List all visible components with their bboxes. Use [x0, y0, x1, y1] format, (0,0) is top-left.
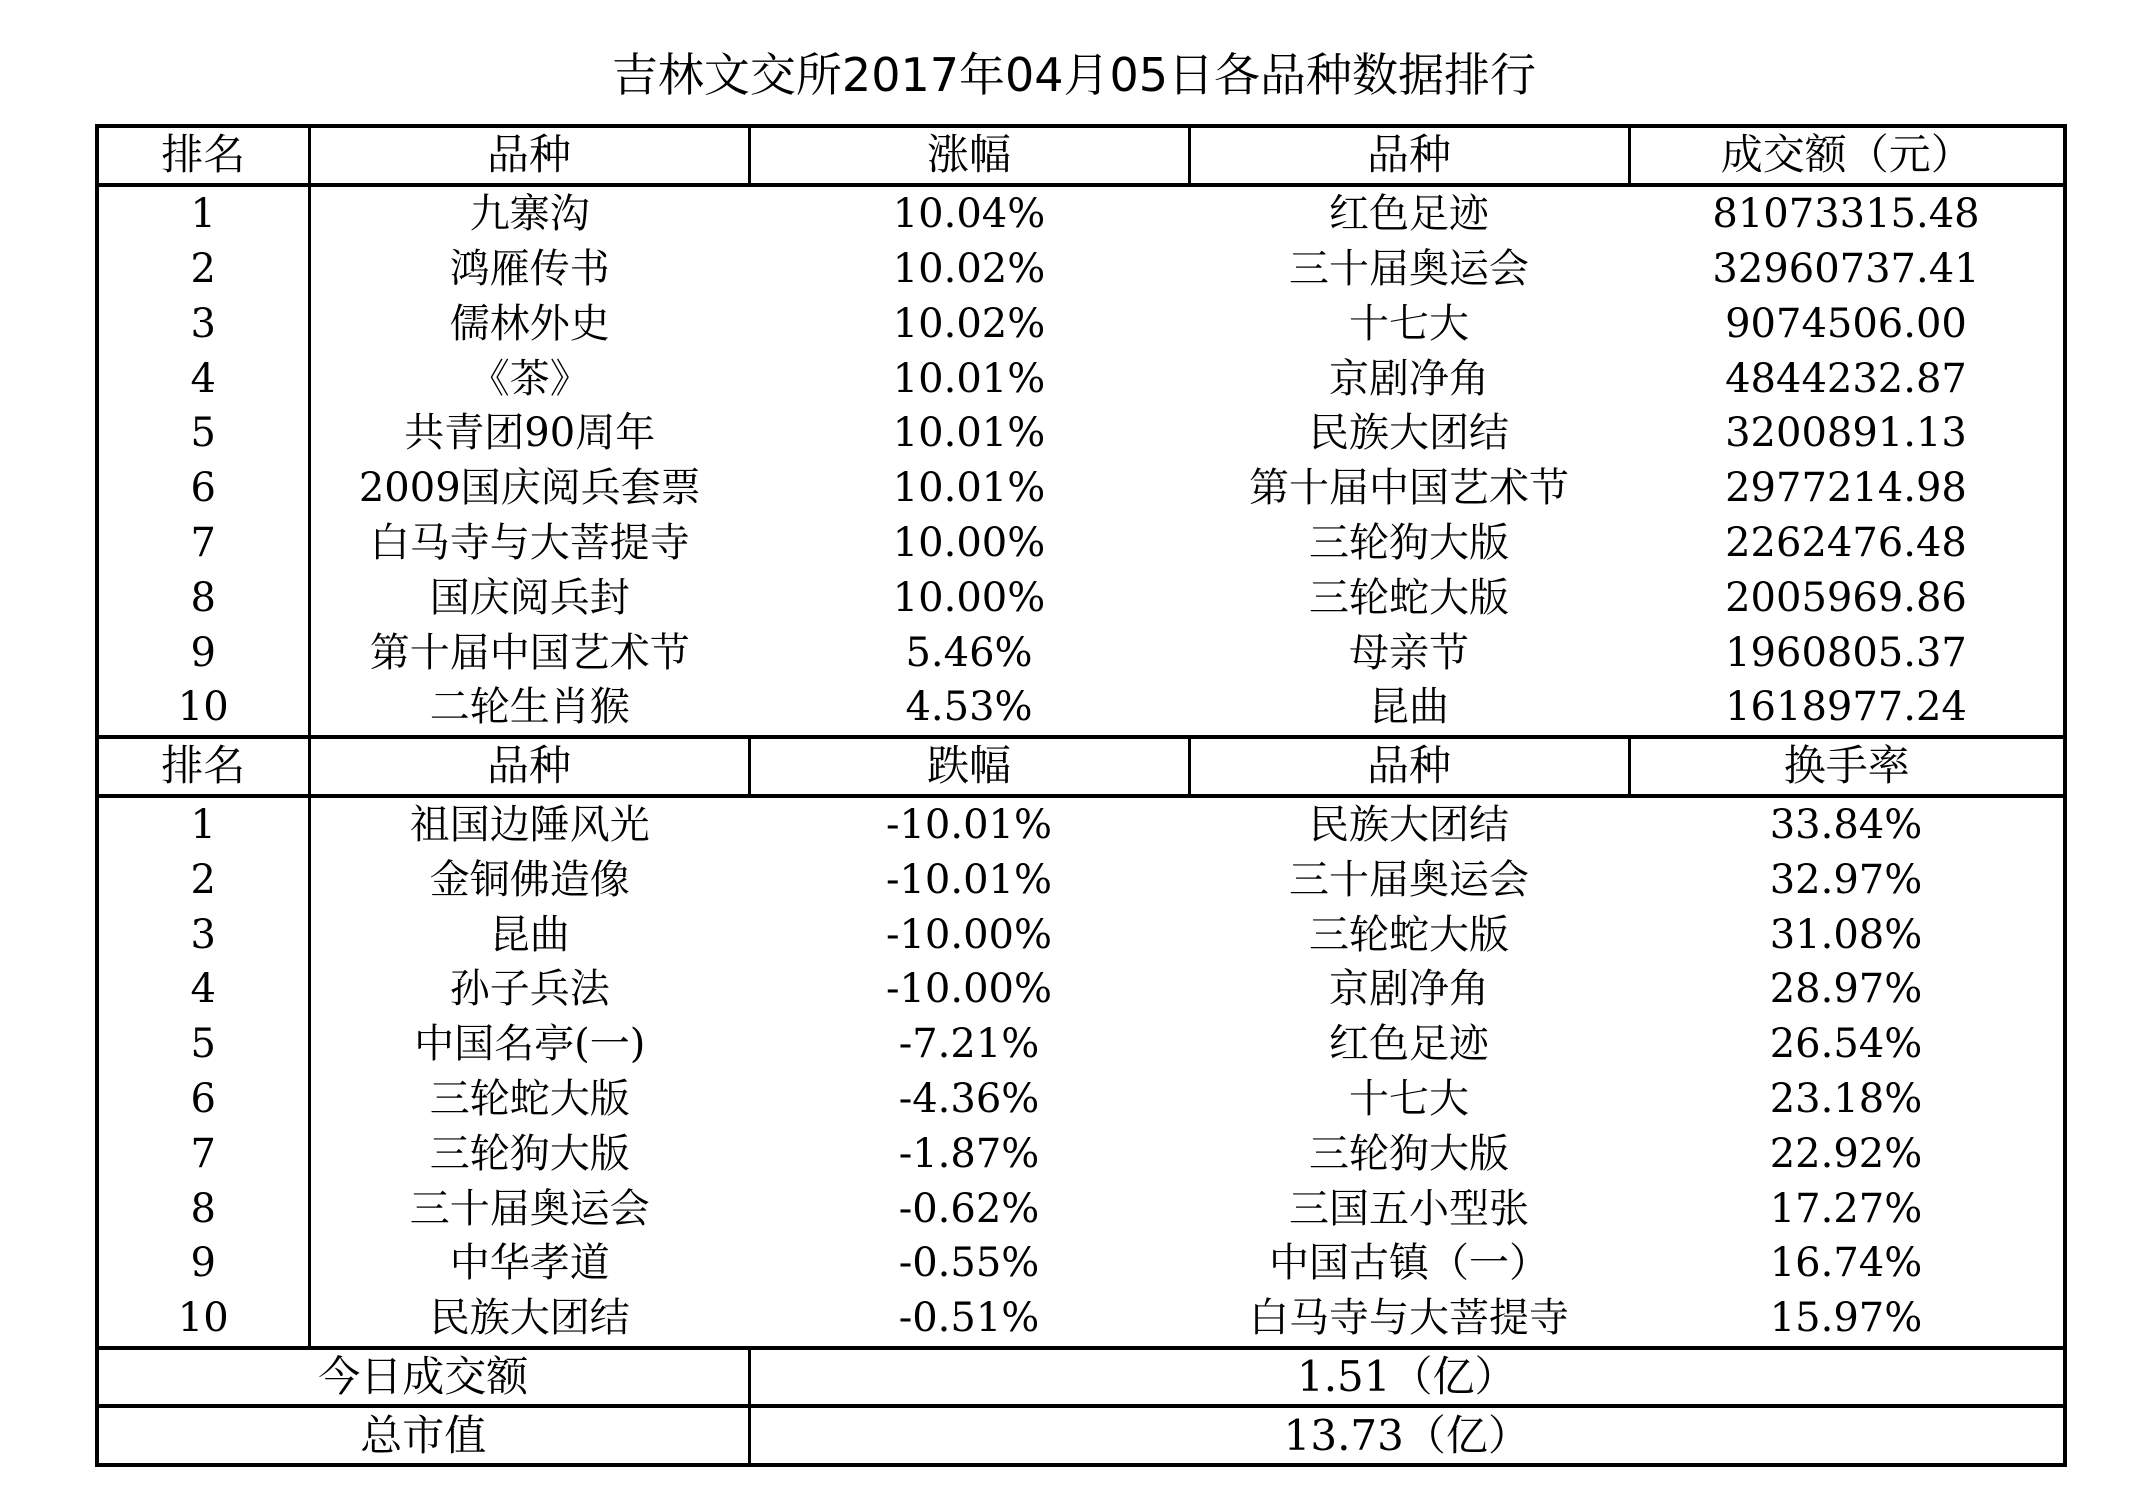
section2-cell-variety-right: 民族大团结 [1309, 801, 1509, 848]
section2-cell-metric: 32.97% [1629, 852, 2065, 907]
section1-cell-rank: 1 [97, 185, 309, 242]
section1-cell-metric: 3200891.13 [1629, 406, 2065, 461]
table-row [97, 570, 2065, 625]
section2-cell-rank: 1 [97, 796, 309, 853]
section1-cell-rank: 4 [97, 351, 309, 406]
section2-cell-variety: 民族大团结 [309, 1291, 749, 1348]
section2-cell-variety: 三轮狗大版 [309, 1126, 749, 1181]
summary-row [97, 1348, 2065, 1407]
section2-header-variety-right: 品种 [1189, 737, 1629, 796]
section2-cell-change: -4.36% [898, 1075, 1040, 1122]
section2-cell-variety: 昆曲 [309, 907, 749, 962]
section2-cell-variety-right: 京剧净角 [1329, 966, 1489, 1013]
section2-cell-rank: 6 [97, 1072, 309, 1127]
section2-cell-rank: 8 [97, 1181, 309, 1236]
section2-cell-variety-right: 三国五小型张 [1289, 1185, 1529, 1232]
section1-cell-change: 4.53% [905, 684, 1033, 731]
section2-cell-rank: 4 [97, 962, 309, 1017]
section1-cell-change: 5.46% [905, 629, 1033, 676]
section2-cell-variety: 中华孝道 [309, 1236, 749, 1291]
section2-cell-variety: 中国名亭(一) [309, 1017, 749, 1072]
section1-cell-change: 10.01% [892, 410, 1046, 457]
table-row [97, 796, 2065, 853]
page-title: 吉林文交所2017年04月05日各品种数据排行 [611, 48, 1537, 102]
section1-cell-rank: 8 [97, 570, 309, 625]
table-row [97, 516, 2065, 571]
ranking-table-container [95, 124, 2063, 1467]
table-row [97, 1181, 2065, 1236]
section2-cell-metric: 23.18% [1629, 1072, 2065, 1127]
section1-cell-metric: 1618977.24 [1629, 680, 2065, 737]
table-row [97, 1017, 2065, 1072]
summary-value: 1.51（亿） [749, 1348, 2065, 1407]
table-row [97, 852, 2065, 907]
section1-cell-variety-right: 民族大团结 [1309, 410, 1509, 457]
section1-cell-variety-right: 第十届中国艺术节 [1249, 465, 1569, 512]
section1-cell-change: 10.01% [892, 355, 1046, 402]
section2-cell-metric: 33.84% [1629, 796, 2065, 853]
section1-cell-variety-right: 母亲节 [1349, 629, 1469, 676]
section1-cell-variety-right: 三十届奥运会 [1289, 245, 1529, 292]
section2-header-change: 跌幅 [749, 737, 1189, 796]
table-row [97, 962, 2065, 1017]
section1-cell-variety: 国庆阅兵封 [309, 570, 749, 625]
section1-cell-variety-right: 红色足迹 [1329, 191, 1489, 238]
section1-cell-rank: 9 [97, 625, 309, 680]
section1-cell-rank: 10 [97, 680, 309, 737]
section2-header-rank: 排名 [97, 737, 309, 796]
table-row [97, 406, 2065, 461]
section1-cell-metric: 4844232.87 [1629, 351, 2065, 406]
section1-cell-variety: 白马寺与大菩提寺 [309, 516, 749, 571]
section1-cell-metric: 2977214.98 [1629, 461, 2065, 516]
section2-cell-variety-right: 十七大 [1349, 1075, 1469, 1122]
section2-cell-change: -7.21% [898, 1021, 1040, 1068]
section2-cell-metric: 22.92% [1629, 1126, 2065, 1181]
summary-row [97, 1406, 2065, 1465]
section1-cell-variety-right: 京剧净角 [1329, 355, 1489, 402]
table-row [97, 1236, 2065, 1291]
section1-header-row [97, 126, 2065, 185]
section2-header-metric: 换手率 [1629, 737, 2065, 796]
section2-cell-variety: 孙子兵法 [309, 962, 749, 1017]
section2-cell-rank: 9 [97, 1236, 309, 1291]
section1-cell-variety: 共青团90周年 [309, 406, 749, 461]
section1-cell-change: 10.04% [892, 191, 1046, 238]
section1-cell-rank: 6 [97, 461, 309, 516]
section2-cell-variety-right: 白马寺与大菩提寺 [1249, 1295, 1569, 1342]
section1-cell-variety: 《茶》 [309, 351, 749, 406]
section2-cell-metric: 15.97% [1629, 1291, 2065, 1348]
table-row [97, 1126, 2065, 1181]
section1-cell-change: 10.00% [892, 574, 1046, 621]
table-row [97, 461, 2065, 516]
section2-cell-metric: 28.97% [1629, 962, 2065, 1017]
section2-cell-change: -1.87% [898, 1130, 1040, 1177]
summary-label: 今日成交额 [97, 1348, 749, 1407]
table-row [97, 242, 2065, 297]
section1-cell-rank: 3 [97, 296, 309, 351]
section1-header-change: 涨幅 [749, 126, 1189, 185]
summary-label: 总市值 [97, 1406, 749, 1465]
section2-header-row [97, 737, 2065, 796]
section1-cell-variety: 九寨沟 [309, 185, 749, 242]
section2-cell-change: -0.51% [898, 1295, 1040, 1342]
section1-cell-variety: 二轮生肖猴 [309, 680, 749, 737]
section2-cell-rank: 7 [97, 1126, 309, 1181]
section1-cell-variety-right: 三轮狗大版 [1309, 519, 1509, 566]
section2-cell-change: -10.01% [885, 801, 1053, 848]
section1-cell-metric: 2262476.48 [1629, 516, 2065, 571]
section2-cell-variety-right: 三十届奥运会 [1289, 856, 1529, 903]
section2-cell-variety-right: 中国古镇（一） [1269, 1240, 1549, 1287]
section1-cell-variety: 第十届中国艺术节 [309, 625, 749, 680]
section1-cell-metric: 2005969.86 [1629, 570, 2065, 625]
section1-header-metric: 成交额（元） [1629, 126, 2065, 185]
section2-cell-change: -10.01% [885, 856, 1053, 903]
section2-cell-metric: 26.54% [1629, 1017, 2065, 1072]
section2-header-variety: 品种 [309, 737, 749, 796]
section1-cell-rank: 2 [97, 242, 309, 297]
section1-cell-variety: 儒林外史 [309, 296, 749, 351]
section2-cell-variety: 三轮蛇大版 [309, 1072, 749, 1127]
section2-cell-rank: 10 [97, 1291, 309, 1348]
table-row [97, 680, 2065, 737]
section2-cell-change: -0.62% [898, 1185, 1040, 1232]
section2-cell-rank: 5 [97, 1017, 309, 1072]
section1-cell-change: 10.00% [892, 519, 1046, 566]
section2-cell-rank: 2 [97, 852, 309, 907]
section1-cell-rank: 7 [97, 516, 309, 571]
section2-cell-rank: 3 [97, 907, 309, 962]
section1-cell-change: 10.02% [892, 245, 1046, 292]
section2-cell-metric: 17.27% [1629, 1181, 2065, 1236]
section2-cell-metric: 16.74% [1629, 1236, 2065, 1291]
section2-cell-variety: 金铜佛造像 [309, 852, 749, 907]
section1-header-rank: 排名 [97, 126, 309, 185]
section2-cell-metric: 31.08% [1629, 907, 2065, 962]
section2-cell-change: -0.55% [898, 1240, 1040, 1287]
table-row [97, 907, 2065, 962]
section1-cell-variety-right: 十七大 [1349, 300, 1469, 347]
section1-header-variety: 品种 [309, 126, 749, 185]
section1-cell-variety: 鸿雁传书 [309, 242, 749, 297]
section2-cell-variety-right: 三轮狗大版 [1309, 1130, 1509, 1177]
section1-header-variety-right: 品种 [1189, 126, 1629, 185]
table-row [97, 1072, 2065, 1127]
section1-cell-metric: 1960805.37 [1629, 625, 2065, 680]
section2-cell-variety: 三十届奥运会 [309, 1181, 749, 1236]
section2-cell-change: -10.00% [885, 911, 1053, 958]
section2-cell-variety-right: 三轮蛇大版 [1309, 911, 1509, 958]
ranking-table-body [97, 126, 2065, 1465]
summary-value: 13.73（亿） [749, 1406, 2065, 1465]
section1-cell-metric: 9074506.00 [1629, 296, 2065, 351]
section1-cell-change: 10.02% [892, 300, 1046, 347]
table-row [97, 625, 2065, 680]
section2-cell-variety-right: 红色足迹 [1329, 1021, 1489, 1068]
section1-cell-variety-right: 昆曲 [1369, 684, 1449, 731]
section2-cell-variety: 祖国边陲风光 [309, 796, 749, 853]
section1-cell-variety: 2009国庆阅兵套票 [309, 461, 749, 516]
table-row [97, 296, 2065, 351]
section1-cell-rank: 5 [97, 406, 309, 461]
table-row [97, 185, 2065, 242]
section1-cell-metric: 32960737.41 [1629, 242, 2065, 297]
table-row [97, 351, 2065, 406]
section1-cell-variety-right: 三轮蛇大版 [1309, 574, 1509, 621]
table-row [97, 1291, 2065, 1348]
section1-cell-metric: 81073315.48 [1629, 185, 2065, 242]
section1-cell-change: 10.01% [892, 465, 1046, 512]
ranking-table [95, 124, 2067, 1467]
section2-cell-change: -10.00% [885, 966, 1053, 1013]
